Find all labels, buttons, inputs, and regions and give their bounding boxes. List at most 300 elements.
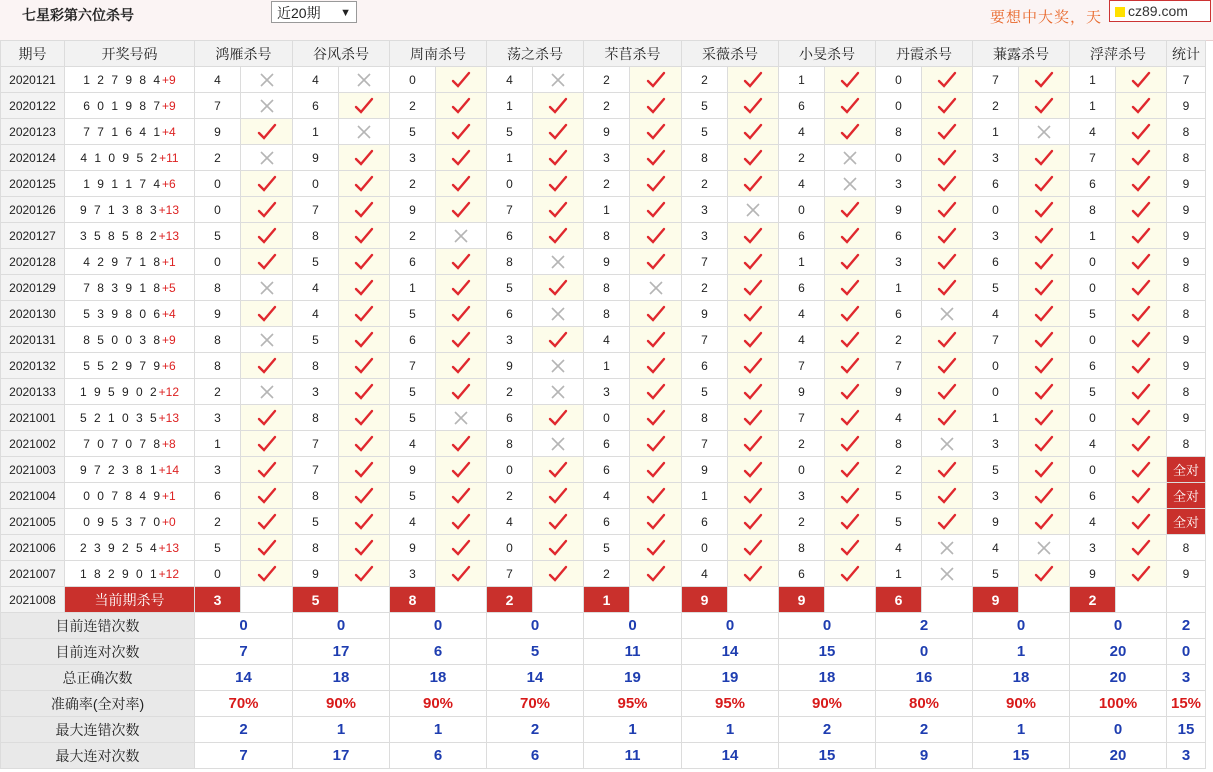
kill-number: 0 [973, 197, 1019, 223]
kill-number: 0 [390, 67, 436, 93]
stats-value: 18 [779, 665, 876, 691]
kill-number: 1 [293, 119, 339, 145]
check-icon [1116, 249, 1167, 275]
cross-icon [922, 561, 973, 587]
stats-value: 95% [682, 691, 779, 717]
stats-value: 1 [390, 717, 487, 743]
draw-digits: 9 7 2 3 8 1 [79, 462, 159, 477]
kill-number: 3 [973, 223, 1019, 249]
kill-number: 2 [779, 509, 825, 535]
kill-number: 0 [779, 457, 825, 483]
kill-number: 8 [1070, 197, 1116, 223]
stats-value: 100% [1070, 691, 1167, 717]
check-icon [339, 561, 390, 587]
col-expert[interactable]: 小旻杀号 [779, 41, 876, 67]
kill-number: 9 [293, 561, 339, 587]
kill-number: 0 [195, 171, 241, 197]
cross-icon [533, 67, 584, 93]
kill-number: 5 [973, 561, 1019, 587]
kill-number: 0 [195, 197, 241, 223]
kill-number: 6 [876, 223, 922, 249]
stats-label: 总正确次数 [1, 665, 195, 691]
check-icon [436, 145, 487, 171]
draw-cell [65, 171, 195, 197]
all-correct-badge: 全对 [1167, 509, 1206, 535]
check-icon [1116, 483, 1167, 509]
kill-number: 7 [779, 405, 825, 431]
check-icon [922, 93, 973, 119]
empty-cell [1116, 587, 1167, 613]
check-icon [339, 145, 390, 171]
check-icon [241, 223, 293, 249]
stats-value: 0 [487, 613, 584, 639]
draw-sum: +9 [162, 98, 176, 113]
kill-number: 5 [390, 405, 436, 431]
kill-number: 3 [1070, 535, 1116, 561]
check-icon [728, 249, 779, 275]
table-row [1, 301, 1206, 327]
check-icon [533, 223, 584, 249]
check-icon [630, 457, 682, 483]
draw-cell [65, 405, 195, 431]
check-icon [630, 535, 682, 561]
kill-number: 2 [973, 93, 1019, 119]
kill-number: 8 [293, 353, 339, 379]
kill-number: 8 [876, 119, 922, 145]
kill-number: 1 [1070, 93, 1116, 119]
check-icon [241, 171, 293, 197]
check-icon [825, 535, 876, 561]
check-icon [1019, 223, 1070, 249]
check-icon [1116, 197, 1167, 223]
stats-value: 15 [779, 743, 876, 769]
stats-value: 17 [293, 639, 390, 665]
check-icon [728, 405, 779, 431]
stats-value: 90% [973, 691, 1070, 717]
table-row [1, 405, 1206, 431]
draw-cell [65, 301, 195, 327]
col-expert[interactable]: 蒹露杀号 [973, 41, 1070, 67]
check-icon [825, 509, 876, 535]
cross-icon [241, 275, 293, 301]
table-row [1, 93, 1206, 119]
kill-number: 4 [584, 327, 630, 353]
kill-number: 4 [1070, 431, 1116, 457]
check-icon [630, 483, 682, 509]
check-icon [339, 93, 390, 119]
check-icon [436, 301, 487, 327]
kill-number: 7 [876, 353, 922, 379]
check-icon [1019, 327, 1070, 353]
draw-digits: 0 0 7 8 4 9 [83, 488, 163, 503]
check-icon [339, 353, 390, 379]
draw-cell [65, 223, 195, 249]
kill-number: 4 [682, 561, 728, 587]
kill-number: 5 [390, 483, 436, 509]
draw-cell [65, 249, 195, 275]
cross-icon [241, 93, 293, 119]
check-icon [339, 431, 390, 457]
stats-value: 6 [390, 639, 487, 665]
stats-value: 2 [487, 717, 584, 743]
kill-number: 2 [390, 171, 436, 197]
kill-number: 0 [973, 379, 1019, 405]
check-icon [436, 561, 487, 587]
kill-number: 8 [293, 405, 339, 431]
stats-value: 90% [293, 691, 390, 717]
check-icon [1116, 431, 1167, 457]
kill-number: 2 [390, 93, 436, 119]
draw-sum: +12 [158, 566, 180, 581]
check-icon [922, 379, 973, 405]
check-icon [1116, 353, 1167, 379]
draw-digits: 1 8 2 9 0 1 [79, 566, 159, 581]
stats-value: 16 [876, 665, 973, 691]
check-icon [630, 509, 682, 535]
stat-cell: 9 [1167, 197, 1206, 223]
kill-number: 5 [876, 483, 922, 509]
check-icon [436, 535, 487, 561]
cross-icon [825, 171, 876, 197]
kill-number: 6 [876, 301, 922, 327]
stats-value: 14 [682, 743, 779, 769]
check-icon [339, 223, 390, 249]
kill-number: 6 [779, 93, 825, 119]
draw-cell [65, 431, 195, 457]
col-expert[interactable]: 荡之杀号 [487, 41, 584, 67]
check-icon [241, 119, 293, 145]
check-icon [728, 483, 779, 509]
draw-sum: +5 [162, 280, 176, 295]
kill-number: 2 [195, 379, 241, 405]
kill-number: 4 [293, 301, 339, 327]
check-icon [922, 327, 973, 353]
check-icon [922, 405, 973, 431]
kill-number: 4 [779, 119, 825, 145]
draw-cell [65, 561, 195, 587]
table-row [1, 379, 1206, 405]
col-expert[interactable]: 芣苢杀号 [584, 41, 682, 67]
check-icon [533, 535, 584, 561]
check-icon [922, 353, 973, 379]
col-expert[interactable]: 鸿雁杀号 [195, 41, 293, 67]
kill-number: 4 [779, 327, 825, 353]
stats-value: 18 [293, 665, 390, 691]
all-correct-badge: 全对 [1167, 483, 1206, 509]
check-icon [436, 197, 487, 223]
stats-value: 1 [973, 717, 1070, 743]
cross-icon [825, 145, 876, 171]
kill-number: 9 [195, 119, 241, 145]
current-kill-number: 5 [293, 587, 339, 613]
stats-row [1, 743, 1206, 769]
kill-number: 2 [487, 379, 533, 405]
check-icon [825, 457, 876, 483]
kill-number: 3 [876, 171, 922, 197]
period-range-select[interactable] [271, 1, 357, 23]
col-expert[interactable]: 周南杀号 [390, 41, 487, 67]
current-kill-number: 1 [584, 587, 630, 613]
check-icon [922, 197, 973, 223]
check-icon [922, 249, 973, 275]
kill-number: 5 [390, 379, 436, 405]
check-icon [1019, 457, 1070, 483]
stats-value: 2 [1167, 613, 1206, 639]
check-icon [630, 379, 682, 405]
stats-value: 19 [584, 665, 682, 691]
period-cell: 2020131 [1, 327, 65, 353]
check-icon [241, 431, 293, 457]
stat-cell: 8 [1167, 145, 1206, 171]
kill-number: 5 [973, 275, 1019, 301]
stats-value: 1 [973, 639, 1070, 665]
draw-sum: +13 [158, 410, 180, 425]
draw-digits: 5 3 9 8 0 6 [83, 306, 163, 321]
stats-value: 11 [584, 743, 682, 769]
kill-number: 5 [293, 509, 339, 535]
draw-digits: 6 0 1 9 8 7 [83, 98, 163, 113]
kill-number: 1 [584, 353, 630, 379]
stat-cell: 8 [1167, 535, 1206, 561]
draw-sum: +13 [158, 202, 180, 217]
kill-number: 8 [195, 353, 241, 379]
kill-number: 9 [973, 509, 1019, 535]
kill-number: 1 [682, 483, 728, 509]
check-icon [728, 171, 779, 197]
check-icon [1116, 93, 1167, 119]
check-icon [339, 509, 390, 535]
kill-number: 7 [1070, 145, 1116, 171]
kill-number: 2 [584, 93, 630, 119]
check-icon [630, 171, 682, 197]
col-expert[interactable]: 丹霞杀号 [876, 41, 973, 67]
stat-cell: 8 [1167, 379, 1206, 405]
kill-number: 9 [390, 535, 436, 561]
stats-value: 2 [195, 717, 293, 743]
draw-sum: +8 [162, 436, 176, 451]
draw-cell [65, 93, 195, 119]
table-row [1, 431, 1206, 457]
kill-number: 9 [293, 145, 339, 171]
empty-cell [436, 587, 487, 613]
table-row [1, 119, 1206, 145]
kill-number: 1 [487, 145, 533, 171]
stats-value: 2 [779, 717, 876, 743]
kill-number: 7 [682, 327, 728, 353]
draw-digits: 9 7 1 3 8 3 [79, 202, 159, 217]
check-icon [630, 145, 682, 171]
draw-digits: 4 2 9 7 1 8 [83, 254, 163, 269]
slogan-text: 要想中大奖，天 [990, 9, 1103, 26]
stats-value: 6 [390, 743, 487, 769]
stats-value: 80% [876, 691, 973, 717]
cross-icon [339, 119, 390, 145]
page-title: 七星彩第六位杀号 [22, 7, 134, 23]
check-icon [825, 483, 876, 509]
stat-cell: 9 [1167, 405, 1206, 431]
stats-value: 14 [682, 639, 779, 665]
period-cell: 2020129 [1, 275, 65, 301]
stats-value: 5 [487, 639, 584, 665]
check-icon [339, 249, 390, 275]
kill-number: 2 [682, 275, 728, 301]
stats-value: 20 [1070, 665, 1167, 691]
check-icon [922, 509, 973, 535]
draw-digits: 1 9 1 1 7 4 [83, 176, 163, 191]
check-icon [630, 93, 682, 119]
top-bar [0, 0, 1213, 41]
check-icon [728, 509, 779, 535]
draw-sum: +4 [162, 306, 176, 321]
kill-number: 4 [1070, 509, 1116, 535]
kill-number: 0 [487, 457, 533, 483]
kill-number: 1 [195, 431, 241, 457]
site-badge[interactable] [1109, 0, 1211, 22]
stats-label: 目前连对次数 [1, 639, 195, 665]
draw-sum: +4 [162, 124, 176, 139]
stats-value: 1 [293, 717, 390, 743]
check-icon [241, 353, 293, 379]
kill-number-table [0, 40, 1206, 769]
check-icon [339, 197, 390, 223]
stats-value: 2 [876, 717, 973, 743]
check-icon [533, 93, 584, 119]
check-icon [241, 457, 293, 483]
stats-value: 19 [682, 665, 779, 691]
check-icon [825, 353, 876, 379]
kill-number: 5 [293, 327, 339, 353]
stats-value: 0 [682, 613, 779, 639]
kill-number: 4 [487, 509, 533, 535]
check-icon [728, 327, 779, 353]
check-icon [922, 67, 973, 93]
current-kill-number: 9 [779, 587, 825, 613]
kill-number: 9 [195, 301, 241, 327]
check-icon [728, 561, 779, 587]
check-icon [825, 275, 876, 301]
stat-cell: 9 [1167, 561, 1206, 587]
kill-number: 9 [390, 197, 436, 223]
kill-number: 4 [779, 171, 825, 197]
kill-number: 1 [876, 561, 922, 587]
kill-number: 5 [390, 301, 436, 327]
kill-number: 0 [195, 561, 241, 587]
draw-sum: +12 [158, 384, 180, 399]
check-icon [436, 457, 487, 483]
stats-value: 0 [293, 613, 390, 639]
kill-number: 5 [195, 535, 241, 561]
check-icon [436, 509, 487, 535]
stats-value: 70% [195, 691, 293, 717]
check-icon [241, 405, 293, 431]
col-expert[interactable]: 浮萍杀号 [1070, 41, 1167, 67]
check-icon [1116, 509, 1167, 535]
check-icon [728, 353, 779, 379]
check-icon [241, 197, 293, 223]
kill-number: 0 [293, 171, 339, 197]
period-cell: 2021004 [1, 483, 65, 509]
table-row [1, 197, 1206, 223]
col-period: 期号 [1, 41, 65, 67]
kill-number: 2 [584, 171, 630, 197]
check-icon [825, 379, 876, 405]
draw-cell [65, 197, 195, 223]
stat-cell: 9 [1167, 223, 1206, 249]
table-row [1, 145, 1206, 171]
kill-number: 6 [487, 301, 533, 327]
stat-cell: 8 [1167, 431, 1206, 457]
check-icon [825, 301, 876, 327]
col-expert[interactable]: 谷风杀号 [293, 41, 390, 67]
check-icon [1116, 171, 1167, 197]
period-cell: 2020124 [1, 145, 65, 171]
stats-value: 15% [1167, 691, 1206, 717]
empty-cell [630, 587, 682, 613]
check-icon [1116, 327, 1167, 353]
kill-number: 7 [682, 249, 728, 275]
kill-number: 3 [390, 145, 436, 171]
check-icon [1116, 145, 1167, 171]
check-icon [436, 483, 487, 509]
kill-number: 0 [876, 93, 922, 119]
empty-cell [1167, 587, 1206, 613]
site-name: cz89.com [1128, 3, 1188, 19]
check-icon [728, 93, 779, 119]
stats-value: 7 [195, 743, 293, 769]
chevron-down-icon: ▼ [340, 7, 351, 19]
kill-number: 5 [487, 119, 533, 145]
kill-number: 8 [195, 275, 241, 301]
draw-cell [65, 353, 195, 379]
kill-number: 7 [973, 67, 1019, 93]
check-icon [630, 197, 682, 223]
check-icon [436, 171, 487, 197]
kill-number: 3 [584, 145, 630, 171]
kill-number: 6 [487, 405, 533, 431]
check-icon [1116, 379, 1167, 405]
table-row [1, 327, 1206, 353]
check-icon [1019, 249, 1070, 275]
kill-number: 3 [584, 379, 630, 405]
kill-number: 0 [195, 249, 241, 275]
check-icon [825, 405, 876, 431]
check-icon [1019, 561, 1070, 587]
stats-label: 目前连错次数 [1, 613, 195, 639]
stat-cell: 8 [1167, 301, 1206, 327]
table-row [1, 275, 1206, 301]
kill-number: 2 [195, 509, 241, 535]
col-expert[interactable]: 采薇杀号 [682, 41, 779, 67]
check-icon [1116, 301, 1167, 327]
table-row [1, 509, 1206, 535]
cross-icon [533, 353, 584, 379]
stat-cell: 9 [1167, 249, 1206, 275]
draw-sum: +6 [162, 358, 176, 373]
check-icon [533, 509, 584, 535]
draw-sum: +14 [158, 462, 180, 477]
period-cell: 2020130 [1, 301, 65, 327]
check-icon [533, 171, 584, 197]
empty-cell [1019, 587, 1070, 613]
period-range-value: 近20期 [277, 5, 321, 21]
stats-label: 最大连错次数 [1, 717, 195, 743]
kill-number: 8 [779, 535, 825, 561]
kill-number: 9 [876, 379, 922, 405]
check-icon [533, 457, 584, 483]
check-icon [825, 431, 876, 457]
all-correct-badge: 全对 [1167, 457, 1206, 483]
check-icon [922, 119, 973, 145]
